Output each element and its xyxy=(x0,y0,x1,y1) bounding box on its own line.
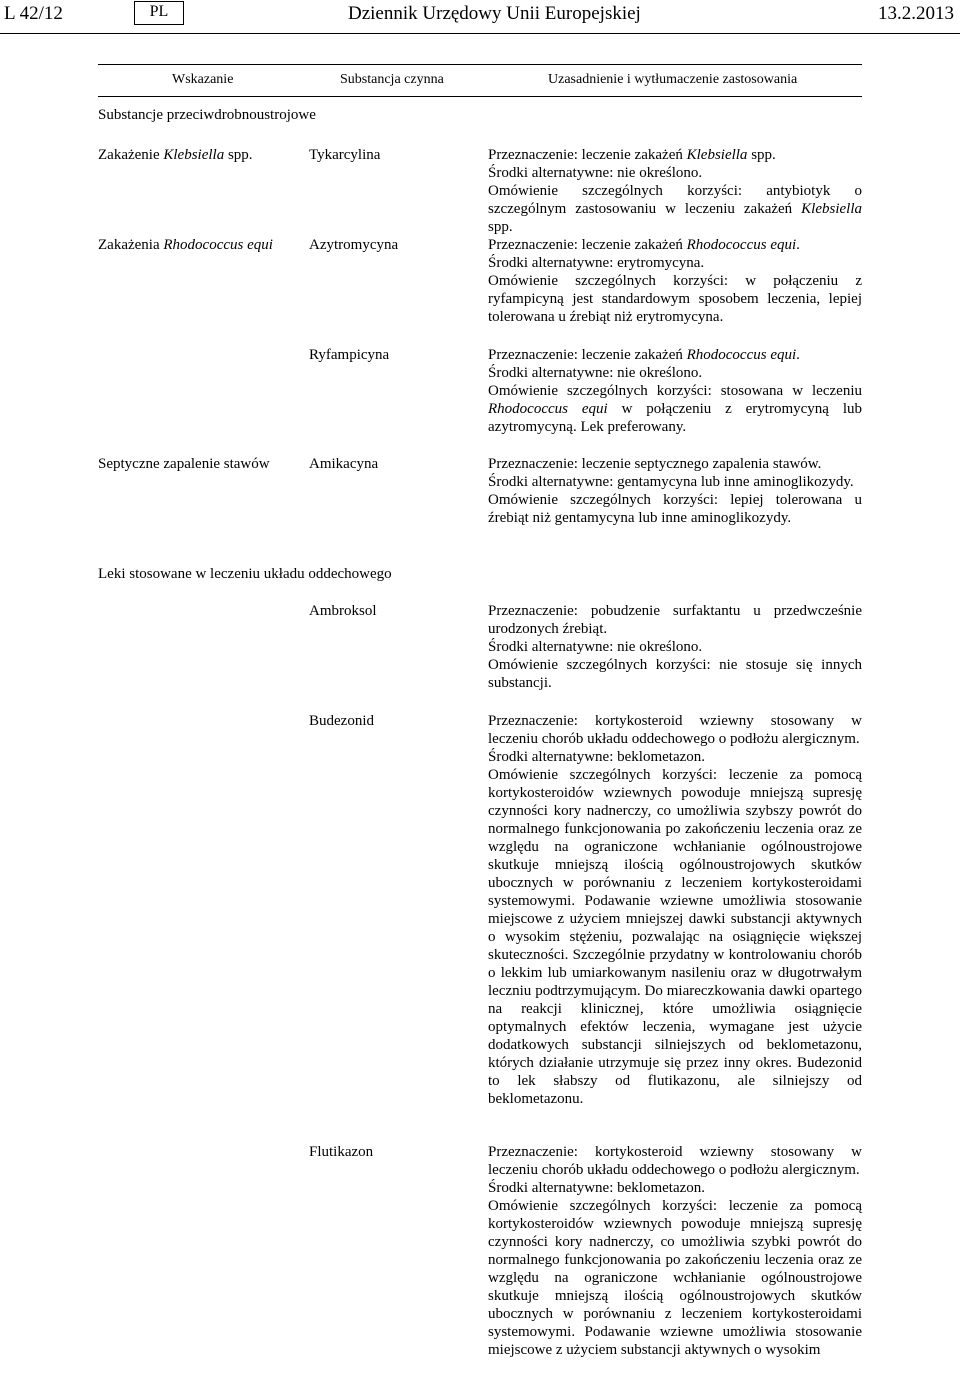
justification-cell: Przeznaczenie: kortykosteroid wziewny stosowany w leczeniu chorób układu oddechowego o podłożu alergicznym. Środki alternatywne: beklometazon. Omówienie szczególnych korzyści: leczenie za pomocą kortykosteroidów wziewnych powoduje mniejszą supresję czynności kory nadnerczy, co umożliwia szybszy powrót do normalnego funkcjonowania po zakończeniu leczenia oraz ze względu na ograniczone wchłanianie ogólnoustrojowe skutkuje mniejszą ilością ogólnoustrojowych skutków ubocznych w porównaniu z leczeniem kortykosteroidami systemowymi. Podawanie wziewne umożliwia stosowanie miejscowe z użyciem mniejszej dawki substancji aktywnych o wysokim stężeniu, pozwalając na osiągnięcie większej skuteczności. Szczególnie przydatny w kontrolowaniu chorób o lekkim lub umiarkowanym nasileniu oraz w długotrwałym leczniu podtrzymującym. Do miareczkowania dawki opartego na reakcji klinicznej, które umożliwia osiągnięcie optymalnych efektów leczenia, wymagane jest użycie dodatkowych substancji silniejszych od beklometazonu, których działanie utrzymuje się przez inny okres. Budezonid to lek słabszy od flutikazonu, ale silniejszy od beklometazonu. xyxy=(488,713,862,1107)
column-header-justification: Uzasadnienie i wytłumaczenie zastosowania xyxy=(548,72,798,87)
substance-cell: Amikacyna xyxy=(309,456,379,472)
journal-title: Dziennik Urzędowy Unii Europejskiej xyxy=(348,3,641,24)
indication-cell: Zakażenia Rhodococcus equi xyxy=(98,237,273,253)
justification-cell: Przeznaczenie: leczenie septycznego zapalenia stawów. Środki alternatywne: gentamycyna lub inne aminoglikozydy. Omówienie szczególnych korzyści: lepiej tolerowana u źrebiąt niż gentamycyna lub inne aminoglikozydy. xyxy=(488,456,862,526)
table-header-rule xyxy=(98,96,862,97)
indication-cell: Septyczne zapalenie stawów xyxy=(98,456,270,472)
section-heading-antibacterial: Substancje przeciwdrobnoustrojowe xyxy=(98,107,316,123)
substance-cell: Tykarcylina xyxy=(309,147,381,163)
substance-cell: Flutikazon xyxy=(309,1144,374,1160)
language-code: PL xyxy=(134,1,184,25)
substance-cell: Ambroksol xyxy=(309,603,377,619)
substance-cell: Budezonid xyxy=(309,713,374,729)
section-heading-respiratory: Leki stosowane w leczeniu układu oddechowego xyxy=(98,566,392,582)
table-top-rule xyxy=(98,64,862,65)
justification-cell: Przeznaczenie: leczenie zakażeń Klebsiella spp. Środki alternatywne: nie określono. Omówienie szczególnych korzyści: antybiotyk o szczególnym zastosowaniu w leczeniu zakażeń Klebsiella spp. xyxy=(488,147,862,235)
substance-cell: Azytromycyna xyxy=(309,237,399,253)
page-header xyxy=(0,0,960,34)
justification-cell: Przeznaczenie: leczenie zakażeń Rhodococcus equi. Środki alternatywne: nie określono. Omówienie szczególnych korzyści: stosowana w leczeniu Rhodococcus equi w połączeniu z erytromycyną lub azytromycyną. Lek preferowany. xyxy=(488,347,862,435)
indication-cell: Zakażenie Klebsiella spp. xyxy=(98,147,253,163)
column-header-substance: Substancja czynna xyxy=(340,72,444,87)
justification-cell: Przeznaczenie: pobudzenie surfaktantu u przedwcześnie urodzonych źrebiąt. Środki alternatywne: nie określono. Omówienie szczególnych korzyści: nie stosuje się innych substancji. xyxy=(488,603,862,691)
page-reference: L 42/12 xyxy=(4,3,63,24)
column-header-indication: Wskazanie xyxy=(172,72,234,87)
publication-date: 13.2.2013 xyxy=(878,3,954,24)
justification-cell: Przeznaczenie: kortykosteroid wziewny stosowany w leczeniu chorób układu oddechowego o podłożu alergicznym. Środki alternatywne: beklometazon. Omówienie szczególnych korzyści: leczenie za pomocą kortykosteroidów wziewnych powoduje mniejszą supresję czynności kory nadnerczy, co umożliwia szybki powrót do normalnego funkcjonowania po zakończeniu leczenia oraz ze względu na ograniczone wchłanianie ogólnoustrojowe skutkuje mniejszą ilością ogólnoustrojowych skutków ubocznych w porównaniu z leczeniem kortykosteroidami systemowymi. Podawanie wziewne umożliwia stosowanie miejscowe z użyciem substancji aktywnych o wysokim xyxy=(488,1144,862,1358)
justification-cell: Przeznaczenie: leczenie zakażeń Rhodococcus equi. Środki alternatywne: erytromycyna. Omówienie szczególnych korzyści: w połączeniu z ryfampicyną jest standardowym sposobem leczenia, lepiej tolerowana u źrebiąt niż erytromycyna. xyxy=(488,237,862,325)
substance-cell: Ryfampicyna xyxy=(309,347,390,363)
